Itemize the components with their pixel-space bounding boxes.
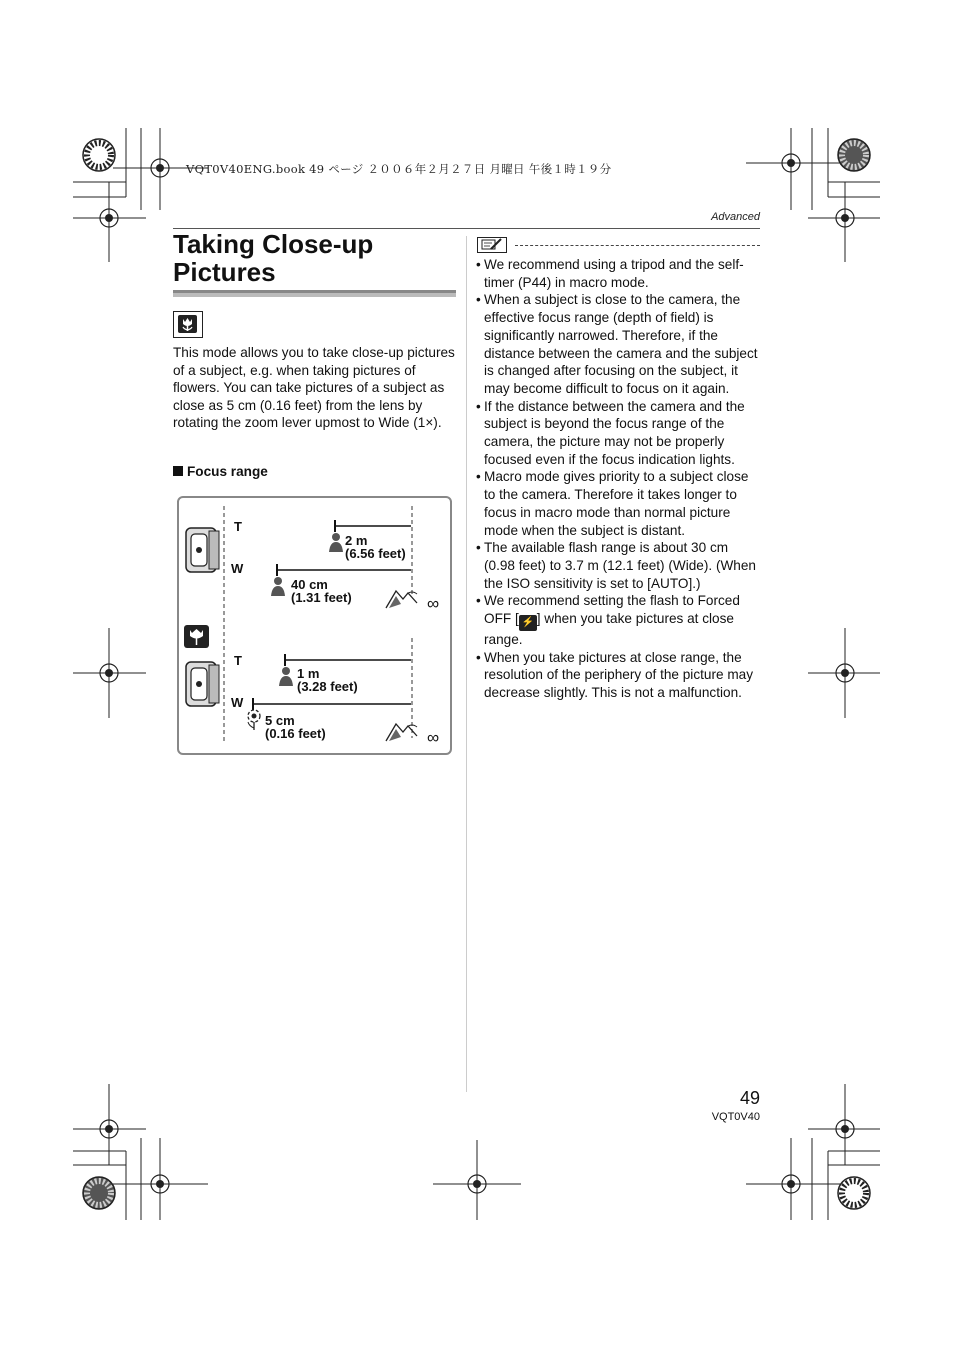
print-header: VQT0V40ENG.book 49 ページ ２００６年２月２７日 月曜日 午後１時１９分 [186,162,612,176]
note-item: • When you take pictures at close range, the resolution of the periphery of the picture may decrease slightly. This is not a malfunction. [476,649,762,702]
normal-wide-min-feet: (1.31 feet) [291,590,352,605]
macro-mode-icon [173,311,203,338]
normal-tele-min-feet: (6.56 feet) [345,546,406,561]
focus-range-heading-text: Focus range [187,464,268,479]
intro-paragraph: This mode allows you to take close-up pictures of a subject, e.g. when taking pictures of flowers. You can take pictures of a subject as close as 5 cm (0.16 feet) from the lens by rotating the zoom lever upmost to Wide (1×). [173,345,455,431]
macro-wide-label: W [231,695,244,710]
normal-wide-min-value: 40 cm [291,577,328,592]
note-item: • If the distance between the camera and the subject is beyond the focus range of the camera, the picture may not be properly focused even if the focus indication lights. [476,398,762,469]
note-pencil-icon [477,237,507,253]
flash-note-before: We recommend setting the flash to Forced OFF [ [484,593,740,627]
normal-tele-label: T [234,519,242,534]
square-bullet-icon [173,466,183,476]
macro-infinity: ∞ [427,728,440,747]
page-title-line2: Pictures [173,257,276,287]
macro-tulip-icon [184,625,209,648]
normal-wide-label: W [231,561,244,576]
page-title-line1: Taking Close-up [173,229,374,259]
flash-off-icon: ⚡ [519,615,537,631]
note-item: • The available flash range is about 30 cm (0.98 feet) to 3.7 m (12.1 feet) (Wide). (When the ISO sensitivity is set to [AUTO].) [476,539,762,592]
person-icon [279,667,293,686]
focus-range-heading [173,464,268,479]
notes-dashed-rule [515,245,760,246]
page-number: 49 [739,1088,760,1108]
note-item: • When a subject is close to the camera, the effective focus range (depth of field) is significantly narrowed. Therefore, if the distance between the camera and the subject is changed after focusing on the subject, it may become difficult to focus on it again. [476,291,762,397]
note-item: • We recommend using a tripod and the self-timer (P44) in macro mode. [476,256,762,291]
flash-note-after: ] when you take pictures at close range. [484,611,734,648]
title-underline-bar [173,290,456,297]
note-item: • Macro mode gives priority to a subject close to the camera. Therefore it takes longer to focus in macro mode than normal picture mode when the subject is distant. [476,468,762,539]
camera-icon [186,528,219,572]
normal-tele-min-value: 2 m [345,533,368,548]
person-icon [329,533,343,552]
macro-tele-min-feet: (3.28 feet) [297,679,358,694]
page-title [173,230,463,286]
notes-header [477,236,760,254]
flower-icon [248,710,260,730]
notes-list [476,256,762,702]
column-divider [466,236,467,1092]
note-item-flash [476,592,762,648]
macro-tele-min-value: 1 m [297,666,320,681]
section-label: Advanced [711,211,760,223]
page-code: VQT0V40 [711,1111,760,1123]
focus-range-diagram [177,496,452,755]
focus-range-diagram-svg [179,498,450,753]
macro-wide-min-feet: (0.16 feet) [265,726,326,741]
macro-tulip-icon [178,315,197,333]
macro-wide-min-value: 5 cm [265,713,295,728]
normal-infinity: ∞ [427,594,440,613]
camera-icon [186,662,219,706]
macro-tele-label: T [234,653,242,668]
person-icon [271,577,285,596]
